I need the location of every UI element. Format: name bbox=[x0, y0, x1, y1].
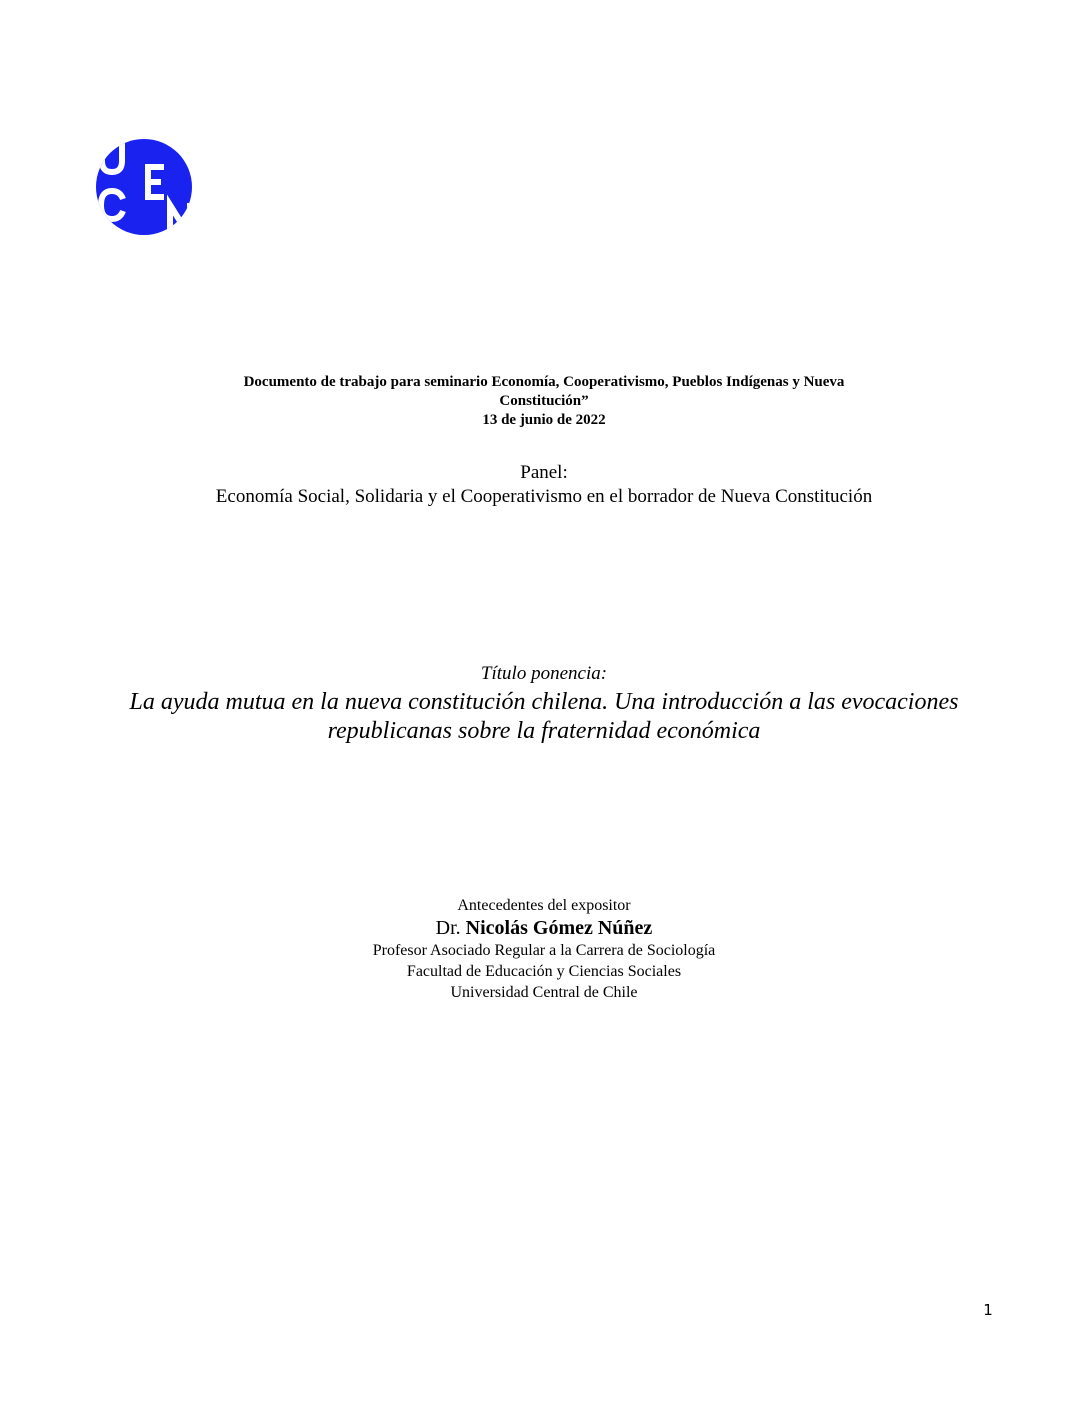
talk-title-line-2: republicanas sobre la fraternidad económica bbox=[327, 718, 761, 744]
speaker-name-line bbox=[0, 916, 1088, 940]
speaker-faculty: Facultad de Educación y Ciencias Sociales bbox=[406, 963, 682, 980]
speaker-heading: Antecedentes del expositor bbox=[457, 897, 631, 914]
header-line-1: Documento de trabajo para seminario Economía, Cooperativismo, Pueblos Indígenas y Nueva bbox=[243, 374, 845, 390]
speaker-prefix: Dr. bbox=[435, 917, 461, 939]
talk-section bbox=[0, 662, 1088, 746]
document-header bbox=[0, 373, 1088, 430]
panel-title: Economía Social, Solidaria y el Cooperativismo en el borrador de Nueva Constitución bbox=[215, 486, 873, 507]
panel-label: Panel: bbox=[520, 462, 568, 483]
talk-title-line-1: La ayuda mutua en la nueva constitución chilena. Una introducción a las evocaciones bbox=[129, 689, 959, 715]
header-date: 13 de junio de 2022 bbox=[482, 412, 606, 428]
header-line-2: Constitución” bbox=[499, 393, 589, 409]
ucen-logo bbox=[96, 139, 192, 235]
speaker-section bbox=[0, 895, 1088, 1003]
speaker-university: Universidad Central de Chile bbox=[450, 984, 638, 1001]
speaker-role: Profesor Asociado Regular a la Carrera de Sociología bbox=[372, 942, 716, 959]
panel-section bbox=[0, 461, 1088, 509]
ucen-logo-graphic bbox=[96, 139, 192, 235]
talk-label: Título ponencia: bbox=[480, 663, 608, 684]
page-number: 1 bbox=[983, 1301, 993, 1319]
speaker-name: Nicolás Gómez Núñez bbox=[465, 917, 653, 939]
